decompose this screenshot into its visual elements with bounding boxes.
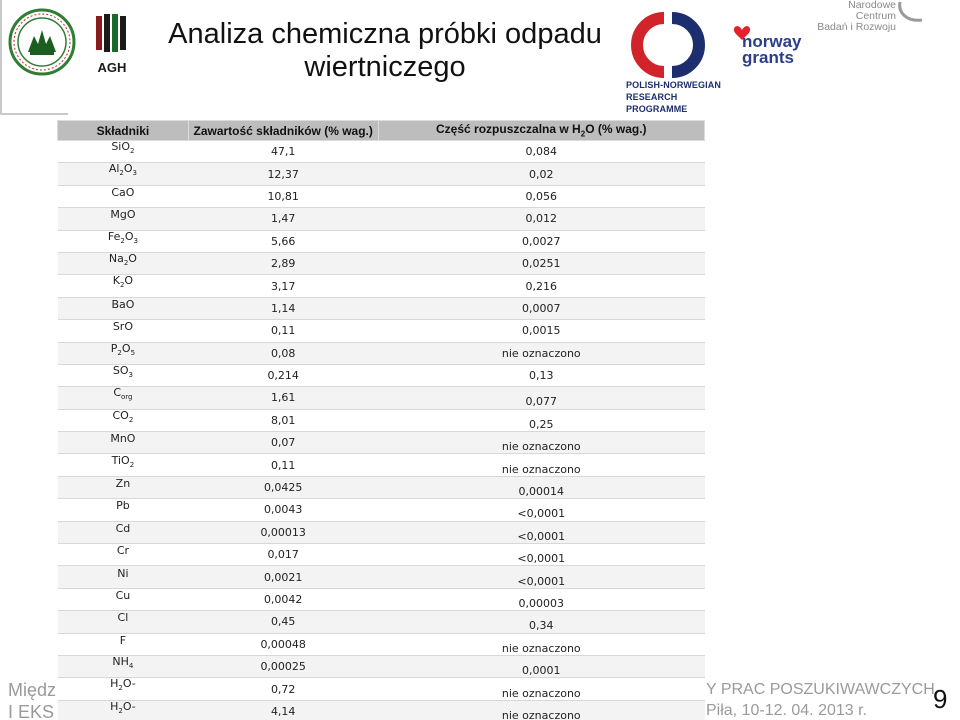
content-cell: 0,11 (188, 320, 378, 342)
soluble-cell: 0,25 (378, 409, 704, 431)
page-title (150, 18, 620, 84)
component-cell: Zn (58, 476, 189, 498)
footer-right-line-1: Y PRAC POSZUKIWAWCZYCH (706, 681, 935, 698)
table-header-row (58, 121, 705, 141)
component-cell: Pb (58, 499, 189, 521)
soluble-cell: 0,0001 (378, 655, 704, 677)
component-cell: $P_2O_5$ (58, 342, 189, 364)
component-cell: $NH_4$ (58, 655, 189, 677)
soluble-cell: nie oznaczono (378, 342, 704, 364)
table-row (58, 208, 705, 230)
content-cell: 8,01 (188, 409, 378, 431)
soluble-cell: 0,02 (378, 163, 704, 185)
pnr-line-1: POLISH-NORWEGIAN (626, 80, 721, 90)
polish-norwegian-text (626, 79, 726, 115)
soluble-cell: 0,216 (378, 275, 704, 297)
title-line-1: Analiza chemiczna próbki odpadu (168, 18, 602, 50)
content-cell: 0,00013 (188, 521, 378, 543)
content-cell: 1,47 (188, 208, 378, 230)
soluble-cell: nie oznaczono (378, 432, 704, 454)
content-cell: 5,66 (188, 230, 378, 252)
soluble-cell: <0,0001 (378, 566, 704, 588)
table-row (58, 230, 705, 252)
pnr-line-2: RESEARCH (626, 92, 678, 102)
content-cell: 2,89 (188, 252, 378, 274)
header-components: Składniki (58, 121, 189, 141)
component-cell: $K_2O$ (58, 275, 189, 297)
content-cell: 0,00025 (188, 655, 378, 677)
ncbr-line-1: Narodowe Centrum (848, 0, 896, 22)
table-row (58, 476, 705, 498)
content-cell: 0,0043 (188, 499, 378, 521)
content-cell: 12,37 (188, 163, 378, 185)
component-cell: BaO (58, 297, 189, 319)
table-row (58, 252, 705, 274)
soluble-cell: 0,0251 (378, 252, 704, 274)
component-cell: TiO$_2$ (58, 454, 189, 476)
table-row (58, 320, 705, 342)
component-cell: $Na_2O$ (58, 252, 189, 274)
content-cell: 4,14 (188, 700, 378, 720)
content-cell: 0,11 (188, 454, 378, 476)
soluble-cell: 0,056 (378, 185, 704, 207)
content-cell: 0,08 (188, 342, 378, 364)
table-row (58, 185, 705, 207)
table-row (58, 521, 705, 543)
content-cell: 0,0425 (188, 476, 378, 498)
component-cell: $Fe_2O_3$ (58, 230, 189, 252)
component-cell: $H_2O-$ (58, 700, 189, 720)
frame-line (0, 0, 2, 115)
polish-norwegian-logo (618, 12, 718, 78)
table-row (58, 387, 705, 409)
footer-left-line-2: I EKS (8, 702, 55, 720)
table-row (58, 454, 705, 476)
table-row (58, 297, 705, 319)
table-row (58, 678, 705, 700)
footer-left-line-1: Międz (8, 680, 57, 700)
norway-grants-text (742, 34, 802, 66)
ncbr-line-2: Badań i Rozwoju (817, 21, 896, 33)
soluble-cell: <0,0001 (378, 499, 704, 521)
component-cell: $SO_3$ (58, 364, 189, 386)
component-cell: Cr (58, 544, 189, 566)
content-cell: 0,72 (188, 678, 378, 700)
page-number: 9 (933, 684, 948, 714)
table-row (58, 655, 705, 677)
university-seal-logo (8, 8, 76, 76)
header-soluble: Część rozpuszczalna w $H_2O$ (% wag.) (378, 121, 704, 141)
table-row (58, 611, 705, 633)
soluble-cell: <0,0001 (378, 544, 704, 566)
table-row (58, 566, 705, 588)
header-content: Zawartość składników (% wag.) (188, 121, 378, 141)
content-cell: 0,45 (188, 611, 378, 633)
table-row (58, 342, 705, 364)
table-row (58, 141, 705, 163)
pnr-line-3: PROGRAMME (626, 104, 688, 114)
content-cell: 0,017 (188, 544, 378, 566)
component-cell: MnO (58, 432, 189, 454)
table-row (58, 544, 705, 566)
soluble-cell: 0,0015 (378, 320, 704, 342)
component-cell: CaO (58, 185, 189, 207)
composition-table (57, 120, 705, 720)
component-cell: SiO$_2$ (58, 141, 189, 163)
soluble-cell: nie oznaczono (378, 633, 704, 655)
content-cell: 0,07 (188, 432, 378, 454)
soluble-cell: 0,00014 (378, 476, 704, 498)
soluble-cell: 0,0007 (378, 297, 704, 319)
table-row (58, 700, 705, 720)
component-cell: Cu (58, 588, 189, 610)
title-line-2: wiertniczego (304, 51, 466, 83)
frame-line-bottom (0, 113, 68, 115)
component-cell: MgO (58, 208, 189, 230)
table-row (58, 364, 705, 386)
content-cell: 47,1 (188, 141, 378, 163)
soluble-cell: 0,0027 (378, 230, 704, 252)
footer-left (8, 679, 56, 720)
content-cell: 1,61 (188, 387, 378, 409)
ncbr-swoosh-icon (896, 0, 926, 24)
content-cell: 0,214 (188, 364, 378, 386)
agh-logo-text: AGH (97, 60, 127, 75)
table-row (58, 432, 705, 454)
component-cell: $H_2O-$ (58, 678, 189, 700)
content-cell: 3,17 (188, 275, 378, 297)
ncbr-logo-text (806, 0, 896, 33)
table-row (58, 275, 705, 297)
norway-line-1: norway (742, 32, 802, 51)
soluble-cell: 0,34 (378, 611, 704, 633)
soluble-cell: 0,077 (378, 387, 704, 409)
table-row (58, 163, 705, 185)
soluble-cell: 0,084 (378, 141, 704, 163)
soluble-cell: nie oznaczono (378, 678, 704, 700)
component-cell: SrO (58, 320, 189, 342)
content-cell: 1,14 (188, 297, 378, 319)
content-cell: 0,00048 (188, 633, 378, 655)
content-cell: 0,0021 (188, 566, 378, 588)
soluble-cell: 0,012 (378, 208, 704, 230)
soluble-cell: <0,0001 (378, 521, 704, 543)
component-cell: Cd (58, 521, 189, 543)
component-cell: $CO_2$ (58, 409, 189, 431)
content-cell: 0,0042 (188, 588, 378, 610)
table-row (58, 409, 705, 431)
footer-date: Piła, 10-12. 04. 2013 r. (706, 702, 867, 719)
table-row (58, 588, 705, 610)
component-cell: $Al_2O_3$ (58, 163, 189, 185)
soluble-cell: 0,13 (378, 364, 704, 386)
norway-line-2: grants (742, 48, 794, 67)
agh-logo (90, 12, 136, 76)
component-cell: $C_{org}$ (58, 387, 189, 409)
table-row (58, 633, 705, 655)
component-cell: F (58, 633, 189, 655)
soluble-cell: 0,00003 (378, 588, 704, 610)
component-cell: Ni (58, 566, 189, 588)
table-row (58, 499, 705, 521)
soluble-cell: nie oznaczono (378, 700, 704, 720)
content-cell: 10,81 (188, 185, 378, 207)
soluble-cell: nie oznaczono (378, 454, 704, 476)
component-cell: Cl (58, 611, 189, 633)
